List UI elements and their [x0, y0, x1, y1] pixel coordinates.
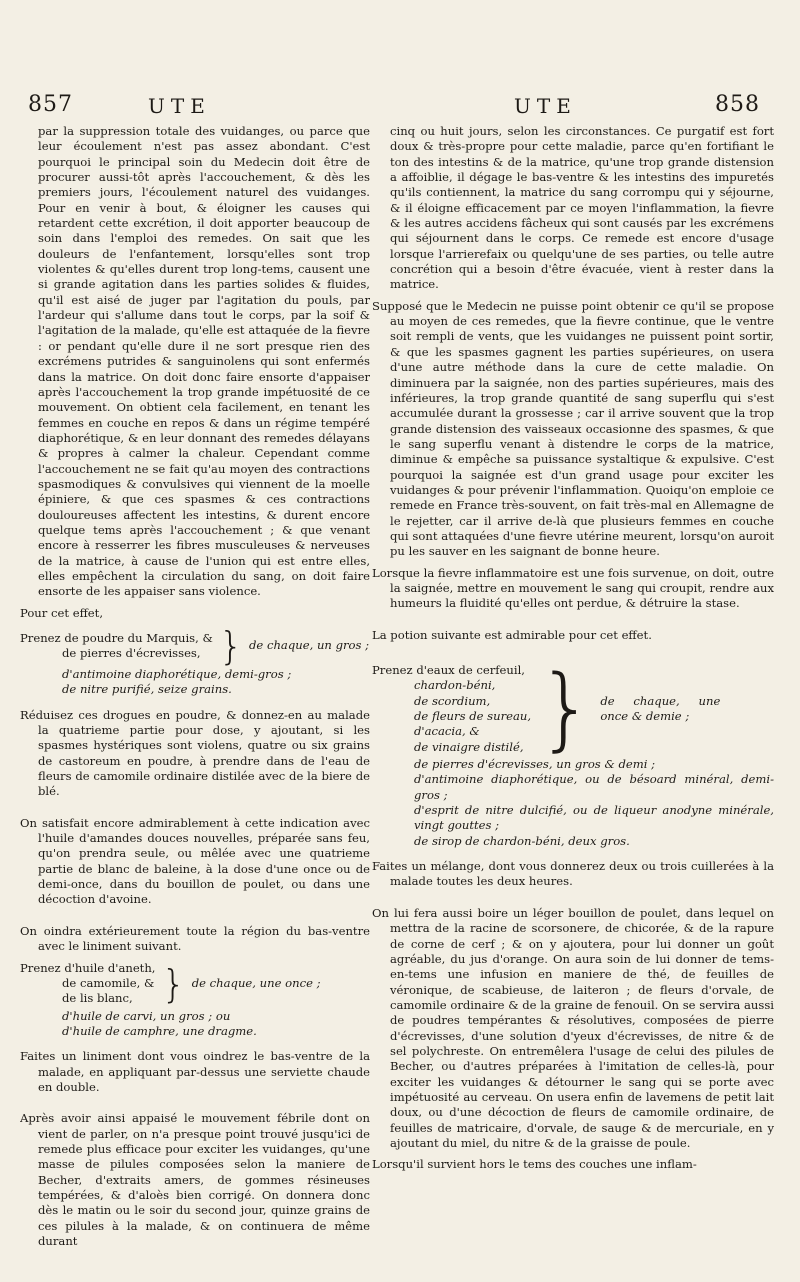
rx-line: d'antimoine diaphorétique, demi-gros ;: [62, 667, 292, 681]
rx-line: de fleurs de sureau,: [414, 709, 532, 724]
paragraph: Réduisez ces drogues en poudre, & donnez-en au malade la quatrieme partie pour dose, y ajoutant, si les spasmes hystériques sont violens, quatre ou six grains de castoreum en poudre, à prendre dans de l'eau de fleurs de camomile ordinaire distilée avec de la biere de blé.: [20, 707, 370, 799]
right-column: [372, 124, 774, 1270]
rx-line: de pierres d'écrevisses, un gros & demi ;: [414, 757, 656, 772]
paragraph: On oindra extérieurement toute la région du bas-ventre avec le liniment suivant.: [20, 923, 370, 954]
left-column: [20, 124, 370, 1270]
header-word-right: UTE: [514, 94, 577, 118]
prescription-3: [372, 656, 774, 762]
paragraph: Faites un liniment dont vous oindrez le bas-ventre de la malade, en appliquant par-dessus une serviette chaude en double.: [20, 1049, 370, 1094]
prescription-2: [20, 961, 370, 1007]
paragraph: cinq ou huit jours, selon les circonstances. Ce purgatif est fort doux & très-propre pour cette maladie, parce qu'en fortifiant le ton des intestins & de la matrice, qu'une trop grande distension a affoiblie, il dégage le bas-ventre & les intestins des impuretés qu'ils contiennent, la matrice du sang corrompu qui y séjourne, & il éloigne efficacement par ce moyen l'inflammation, la fievre & les autres accidens fâcheux qui sont causés par les excrémens qui séjournent dans le corps. Ce remede est encore d'usage lorsque l'arrierefaix ou quelqu'une de ses parties, ou telle autre concrétion qui a besoin d'être évacuée, vient à rester dans la matrice.: [390, 124, 774, 292]
paragraph: Pour cet effet,: [20, 605, 104, 620]
page-number-left: 857: [28, 92, 73, 117]
rx-line: d'huile de carvi, un gros ; ou: [62, 1008, 231, 1023]
rx-line: chardon-béni,: [414, 678, 496, 693]
paragraph: par la suppression totale des vuidanges, ou parce que leur écoulement n'est pas assez abondant. C'est pourquoi le principal soin du Medecin doit être de procurer aussi-tôt après l'accouchement, & dès les premiers jours, l'écoulement naturel des vuidanges. Pour en venir à bout, & éloigner les causes qui retardent cette excrétion, il doit apporter beaucoup de soin dans l'emploi des remedes. On sait que les douleurs de l'enfantement, lorsqu'elles sont trop violentes & qu'elles durent trop long-tems, causent une si grande agitation dans les parties solides & fluides, qu'il est aisé de juger par l'agitation du pouls, par l'ardeur qui s'allume dans tout le corps, par la soif & l'agitation de la malade, qu'elle est attaquée de la fievre : or pendant qu'elle dure il ne sort presque rien des excrémens putrides & sanguinolens qui sont enfermés dans la matrice. On doit donc faire ensorte d'appaiser après l'accouchement la trop grande impétuosité de ce mouvement. On obtient cela facilement, en tenant les femmes en couche en repos & dans un régime tempéré diaphorétique, & en leur donnant des remedes délayans & propres à calmer la chaleur. Cependant comme l'accouchement ne se fait qu'au moyen des contractions spasmodiques & convulsives qui viennent de la moelle épiniere, & que ces spasmes & ces contractions douloureuses affectent les intestins, & durent encore quelque tems après l'accouchement ; & que venant encore à resserrer les fibres musculeuses & nerveuses de la matrice, à cause de l'union qui est entre elles, elles empêchent la circulation du sang, on doit faire ensorte de les appaiser sans violence.: [38, 124, 370, 599]
paragraph: Après avoir ainsi appaisé le mouvement fébrile dont on vient de parler, on n'a presque point trouvé jusqu'ici de remede plus efficace pour exciter les vuidanges, qu'une masse de pilules composées selon la maniere de Becher, d'extraits amers, de gommes résineuses tempérées, & d'aloès bien corrigé. On donnera donc dès le matin ou le soir du second jour, quinze grains de ces pilules à la malade, & on continuera de même durant: [20, 1111, 370, 1248]
running-header: [28, 92, 760, 120]
rx-line: Prenez d'eaux de cerfeuil,: [372, 663, 525, 677]
rx-line: de vinaigre distilé,: [414, 739, 524, 754]
brace-icon: }: [537, 656, 595, 762]
rx-line: d'huile de camphre, une dragme.: [62, 1023, 257, 1038]
prescription-1: [20, 624, 370, 668]
rx-line: Prenez de poudre du Marquis, &: [20, 630, 213, 645]
paragraph: Lorsqu'il survient hors le tems des couches une inflam-: [372, 1157, 697, 1172]
brace-icon: }: [218, 624, 243, 668]
header-word-left: UTE: [148, 94, 211, 118]
rx-line: de lis blanc,: [62, 991, 133, 1006]
page-number-right: 858: [715, 92, 760, 117]
rx-dose: de chaque, un gros ;: [249, 638, 370, 653]
rx-line: d'antimoine diaphorétique, ou de bésoard minéral, demi-gros ;: [414, 772, 774, 802]
paragraph: Lorsque la fievre inflammatoire est une fois survenue, on doit, outre la saignée, mettre en mouvement le sang qui croupit, rendre aux humeurs la fluidité qu'elles ont perdue, & détruire la stase.: [372, 565, 774, 611]
rx-line: de sirop de chardon-béni, deux gros.: [414, 833, 630, 848]
paragraph: Faites un mélange, dont vous donnerez deux ou trois cuillerées à la malade toutes les deux heures.: [372, 859, 774, 889]
rx-line: Prenez d'huile d'aneth,: [20, 960, 156, 975]
rx-dose: de chaque, une once & demie ;: [600, 693, 721, 724]
paragraph: On satisfait encore admirablement à cette indication avec l'huile d'amandes douces nouvelles, préparée sans feu, qu'on prendra seule, ou mêlée avec une quatrieme partie de blanc de baleine, à la dose d'une once ou de demi-once, dans du bouillon de poulet, ou dans une décoction d'avoine.: [20, 815, 370, 907]
rx-line: d'esprit de nitre dulcifié, ou de liqueur anodyne minérale, vingt gouttes ;: [414, 803, 774, 833]
rx-line: d'acacia, &: [414, 724, 480, 739]
paragraph: On lui fera aussi boire un léger bouillon de poulet, dans lequel on mettra de la racine de scorsonere, de chicorée, & de la rapure de corne de cerf ; & on y ajoutera, pour lui donner un goût agréable, du jus d'orange. On aura soin de lui donner de tems-en-tems une infusion en maniere de thé, de feuilles de véronique, de scabieuse, de laiteron ; de fleurs d'orvale, de camomile ordinaire & de la graine de fenouil. On se servira aussi de poudres tempérantes & résolutives, composées de pierre d'écrevisses, d'une solution d'yeux d'écrevisses, de nitre & de sel polychreste. On entremêlera l'usage de celui des pilules de Becher, ou d'autres préparées à l'imitation de celles-là, pour exciter les vuidanges & détourner le sang qui se porte avec impétuosité au cerveau. On usera enfin de lavemens de petit lait doux, ou d'une décoction de fleurs de camomile ordinaire, de feuilles de matricaire, d'orvale, de sauge & de mercuriale, en y ajoutant du miel, du nitre & de la graisse de poule.: [372, 905, 774, 1150]
paragraph: La potion suivante est admirable pour cet effet.: [372, 627, 652, 642]
brace-icon: }: [161, 961, 186, 1006]
rx-line: de camomile, &: [62, 975, 155, 990]
paragraph: Supposé que le Medecin ne puisse point obtenir ce qu'il se propose au moyen de ces remedes, que la fievre continue, que le ventre soit rempli de vents, que les vuidanges ne puissent point sortir, & que les spasmes gagnent les parties supérieures, on usera d'une autre méthode dans la cure de cette maladie. On diminuera par la saignée, non des parties supérieures, mais des inférieures, la trop grande quantité de sang superflu qui s'est accumulée durant la grossesse ; car il arrive souvent que la trop grande distension des vaisseaux occasionne des spasmes, & que le sang superflu venant à distendre le corps de la matrice, diminue & empêche sa puissance systaltique & expulsive. C'est pourquoi la saignée est d'un grand usage pour exciter les vuidanges & pour prévenir l'inflammation. Quoiqu'on emploie ce remede en France très-souvent, on fait très-mal en Allemagne de le rejetter, car il arrive de-là que plusieurs femmes en couche qui sont attaquées d'une fievre utérine meurent, lorsqu'on auroit pu les sauver en les saignant de bonne heure.: [372, 298, 774, 559]
rx-line: de pierres d'écrevisses,: [62, 646, 201, 660]
rx-dose: de chaque, une once ;: [191, 975, 321, 990]
rx-line: de scordium,: [414, 693, 491, 708]
rx-line: de nitre purifié, seize grains.: [62, 682, 232, 697]
